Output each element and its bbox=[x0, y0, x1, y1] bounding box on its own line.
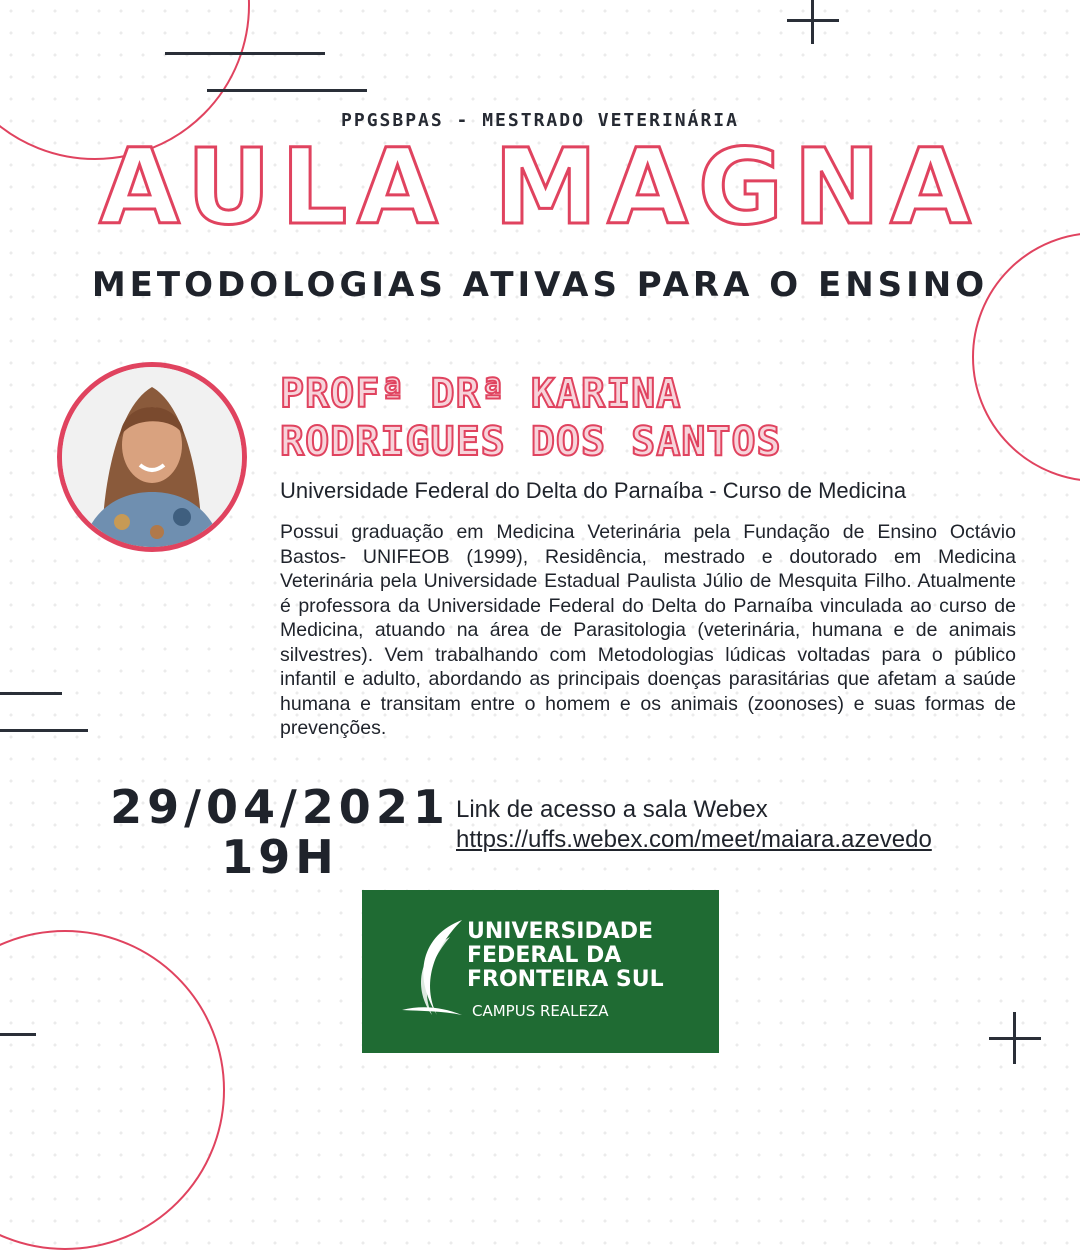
event-time: 19H bbox=[221, 830, 339, 884]
logo-line2: FEDERAL DA bbox=[467, 943, 622, 968]
decor-line bbox=[0, 1033, 36, 1036]
decor-plus-icon bbox=[1013, 1012, 1016, 1064]
event-title: AULA MAGNA bbox=[99, 126, 981, 248]
university-logo bbox=[362, 890, 719, 1053]
decor-line bbox=[165, 52, 325, 55]
speaker-photo bbox=[57, 362, 247, 552]
speaker-bio: Possui graduação em Medicina Veterinária pela Fundação de Ensino Octávio Bastos- UNIFEOB (1999), Residência, mestrado e doutorado em Medicina Veterinária pela Universidade Estadual Paulista Júlio de Mesquita Filho. Atualmente é professora da Universidade Federal do Delta do Parnaíba vinculada ao curso de Medicina, atuando na área de Parasitologia (veterinária, humana e de animais silvestres). Vem trabalhando com Metodologias lúdicas voltadas para o público infantil e adulto, abordando as principais doenças parasitárias que afetam a saúde humana e transitam entre o homem e os animais (zoonoses) e suas formas de prevenções. bbox=[280, 521, 1016, 739]
speaker-name bbox=[280, 370, 1000, 466]
speaker-name-line1: PROFª DRª KARINA bbox=[280, 371, 682, 417]
logo-line1: UNIVERSIDADE bbox=[467, 919, 654, 944]
logo-line3: FRONTEIRA SUL bbox=[467, 967, 664, 992]
event-date: 29/04/2021 bbox=[110, 780, 450, 834]
link-label: Link de acesso a sala Webex bbox=[456, 796, 768, 823]
decor-line bbox=[0, 729, 88, 732]
event-datetime bbox=[110, 782, 450, 882]
logo-campus: CAMPUS REALEZA bbox=[472, 1002, 609, 1020]
decor-line bbox=[207, 89, 367, 92]
decor-circle-bottom-left bbox=[0, 930, 225, 1250]
decor-plus-icon bbox=[811, 0, 814, 44]
event-theme: METODOLOGIAS ATIVAS PARA O ENSINO bbox=[91, 265, 989, 305]
speaker-affiliation: Universidade Federal do Delta do Parnaíba - Curso de Medicina bbox=[280, 478, 907, 503]
webex-link[interactable]: https://uffs.webex.com/meet/maiara.azevedo bbox=[456, 826, 932, 853]
decor-line bbox=[0, 692, 62, 695]
speaker-name-line2: RODRIGUES DOS SANTOS bbox=[280, 419, 782, 465]
speaker-portrait-icon bbox=[62, 367, 242, 547]
logo-wordmark bbox=[467, 920, 664, 992]
program-name: PPGSBPAS - MESTRADO VETERINÁRIA bbox=[341, 110, 739, 131]
